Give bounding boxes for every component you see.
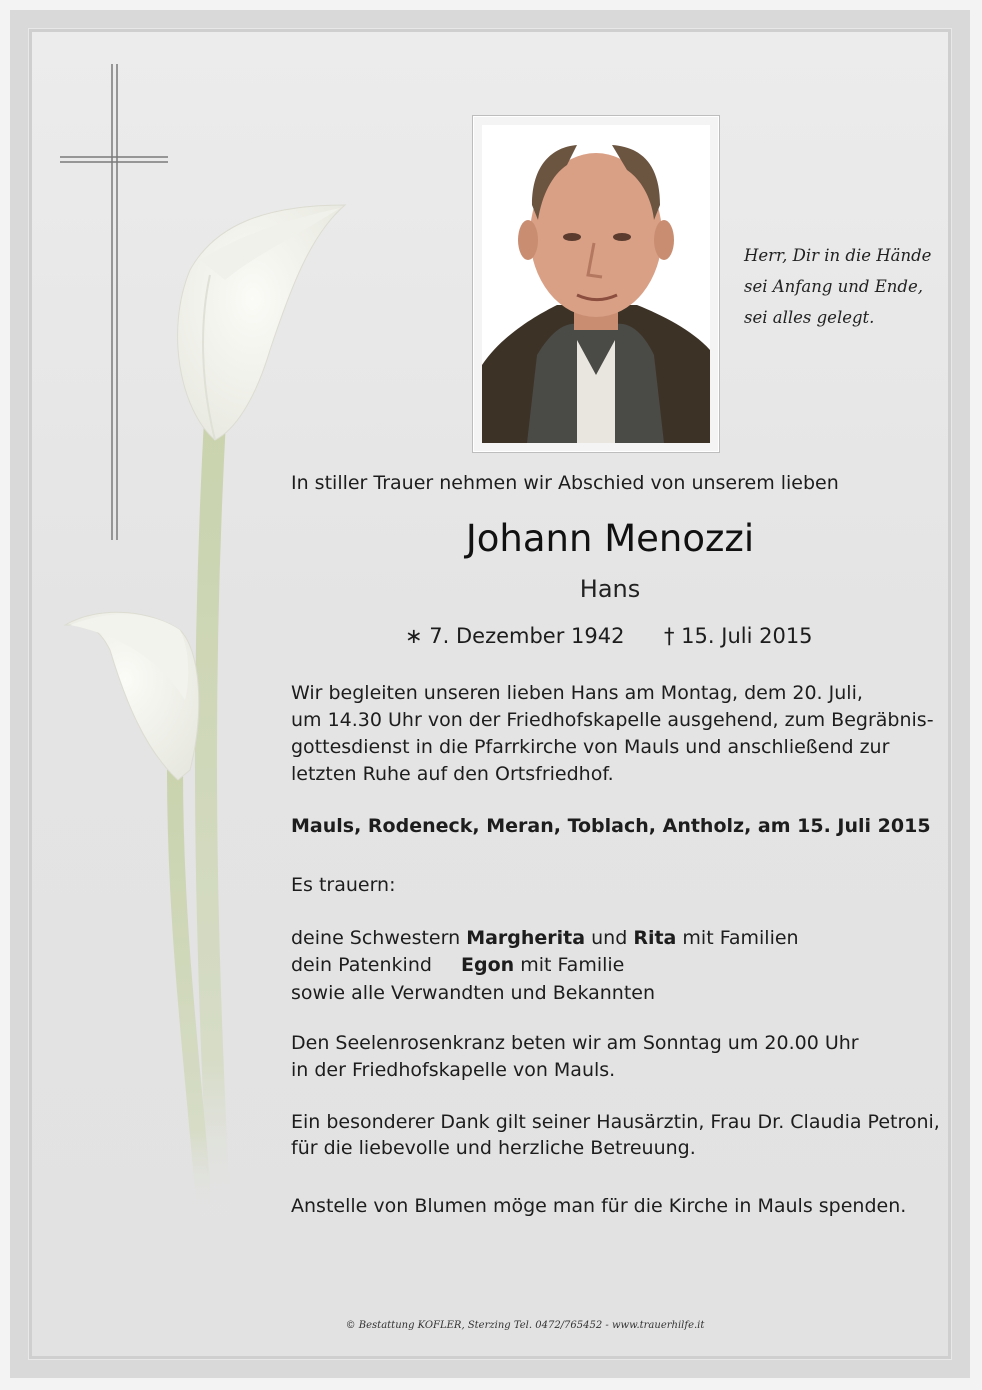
donation-note: Anstelle von Blumen möge man für die Kirche in Mauls spenden. — [291, 1195, 907, 1217]
place-date: Mauls, Rodeneck, Meran, Toblach, Antholz, am 15. Juli 2015 — [291, 815, 931, 837]
mourner-name: Rita — [633, 927, 677, 949]
mourners-line-1 — [291, 925, 799, 952]
funeral-line: Wir begleiten unseren lieben Hans am Montag, dem 20. Juli, — [291, 682, 863, 704]
thanks-line: Ein besonderer Dank gilt seiner Hausärztin, Frau Dr. Claudia Petroni, — [291, 1111, 940, 1133]
death-date: † 15. Juli 2015 — [664, 624, 813, 648]
mourners-line-2 — [291, 952, 432, 979]
mourner-text: dein Patenkind — [291, 954, 432, 976]
deceased-name: Johann Menozzi — [465, 517, 755, 560]
mourners-heading: Es trauern: — [291, 874, 396, 896]
mourner-text: mit Familie — [514, 954, 625, 976]
mourner-text: deine Schwestern — [291, 927, 467, 949]
deceased-nickname: Hans — [579, 575, 641, 603]
mourner-text: mit Familien — [676, 927, 799, 949]
rosary-line: in der Friedhofskapelle von Mauls. — [291, 1059, 616, 1081]
funeral-line: gottesdienst in die Pfarrkirche von Mauls und anschließend zur — [291, 736, 890, 758]
birth-date: ∗ 7. Dezember 1942 — [405, 624, 625, 648]
mourners-line-2-name — [461, 952, 624, 979]
portrait-frame — [472, 115, 720, 453]
mourners-line-3: sowie alle Verwandten und Bekannten — [291, 982, 656, 1004]
verse-line: sei Anfang und Ende, — [744, 277, 923, 296]
scripture-verse — [744, 240, 944, 333]
verse-line: sei alles gelegt. — [744, 308, 875, 327]
rosary-line: Den Seelenrosenkranz beten wir am Sonntag um 20.00 Uhr — [291, 1032, 859, 1054]
mourner-name: Egon — [461, 954, 515, 976]
mourner-text: und — [585, 927, 634, 949]
footer-credit: © Bestattung KOFLER, Sterzing Tel. 0472/765452 - www.trauerhilfe.it — [345, 1320, 705, 1331]
funeral-line: um 14.30 Uhr von der Friedhofskapelle ausgehend, zum Begräbnis- — [291, 709, 934, 731]
intro-text: In stiller Trauer nehmen wir Abschied von unserem lieben — [291, 472, 839, 494]
funeral-line: letzten Ruhe auf den Ortsfriedhof. — [291, 763, 614, 785]
verse-line: Herr, Dir in die Hände — [744, 246, 932, 265]
mourner-name: Margherita — [466, 927, 586, 949]
thanks-line: für die liebevolle und herzliche Betreuung. — [291, 1137, 696, 1159]
portrait-photo — [482, 125, 710, 443]
